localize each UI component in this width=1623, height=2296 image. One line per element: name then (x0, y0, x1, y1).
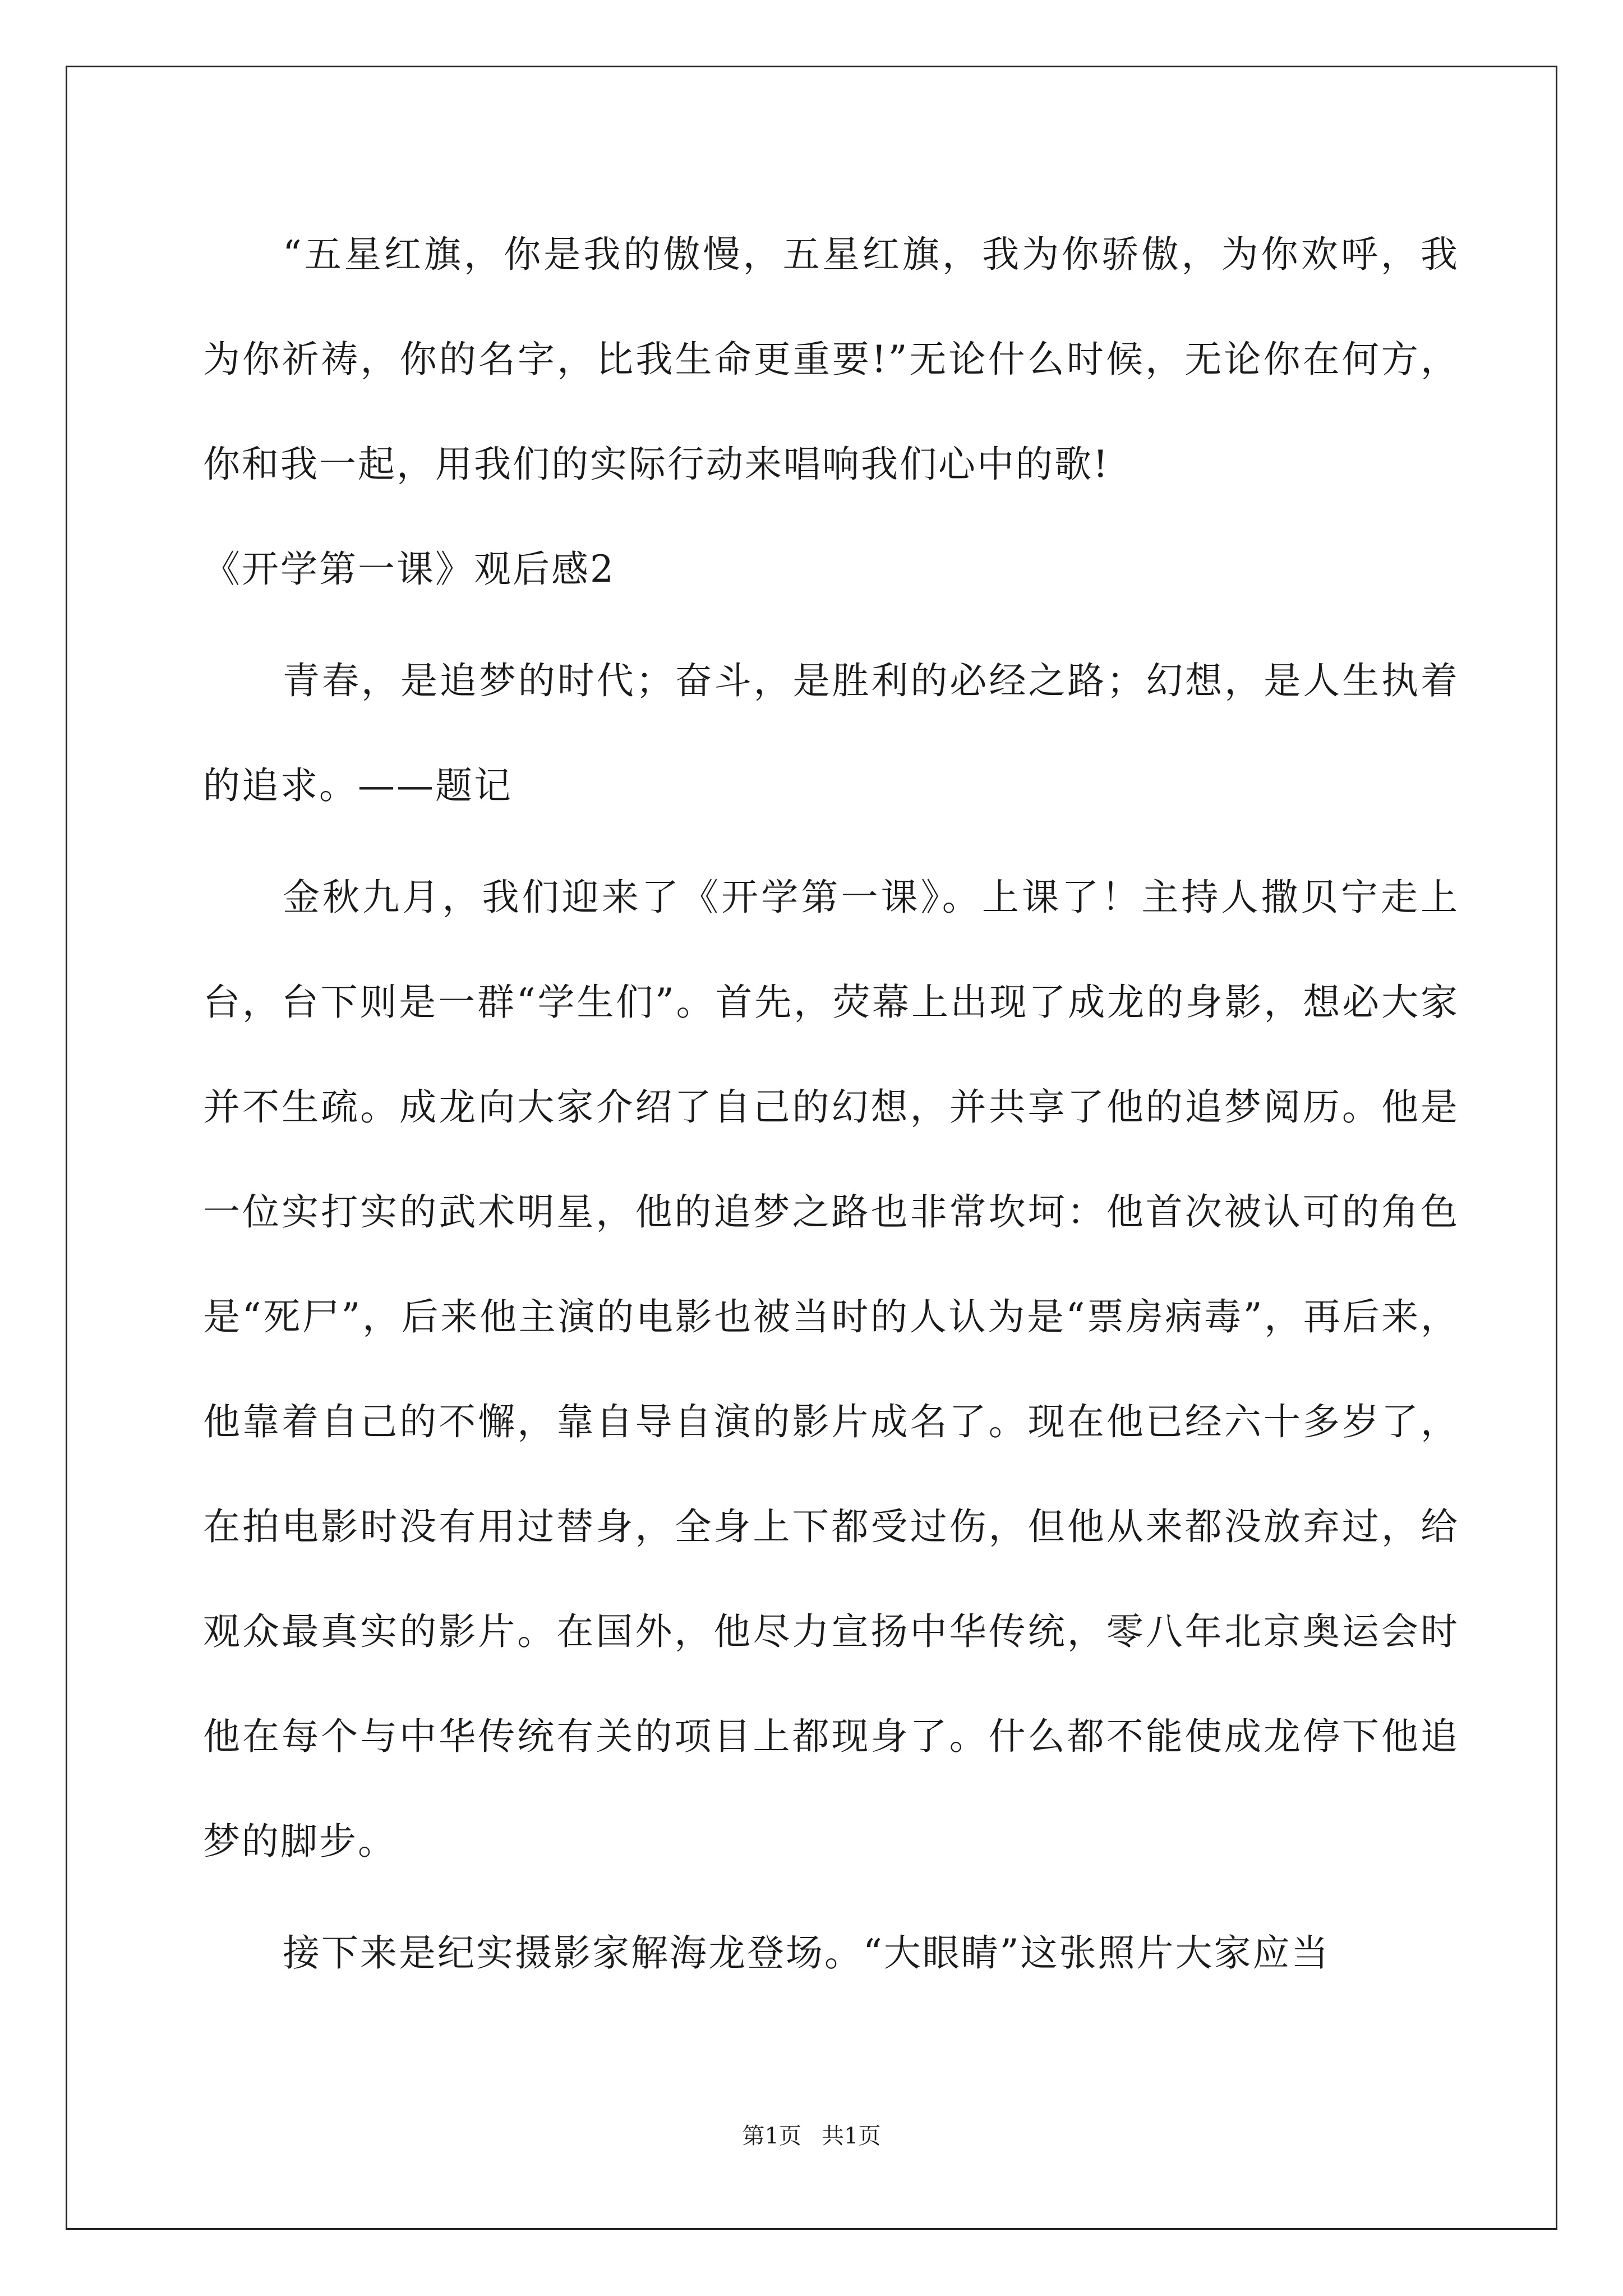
paragraph-jackie-chan: 金秋九月，我们迎来了《开学第一课》。上课了！主持人撒贝宁走上台，台下则是一群“学生们”。首先，荧幕上出现了成龙的身影，想必大家并不生疏。成龙向大家介绍了自己的幻想，并共享了他的追梦阅历。他是一位实打实的武术明星，他的追梦之路也非常坎坷：他首次被认可的角色是“死尸”，后来他主演的电影也被当时的人认为是“票房病毒”，再后来，他靠着自己的不懈，靠自导自演的影片成名了。现在他已经六十多岁了，在拍电影时没有用过替身，全身上下都受过伤，但他从来都没放弃过，给观众最真实的影片。在国外，他尽力宣扬中华传统，零八年北京奥运会时他在每个与中华传统有关的项目上都现身了。什么都不能使成龙停下他追梦的脚步。 (203, 876, 1459, 1863)
page-footer (0, 2118, 1623, 2150)
spacer (203, 1894, 1459, 1901)
page-count: 共1页 (822, 2123, 881, 2149)
spacer (203, 838, 1459, 845)
paragraph-photographer: 接下来是纪实摄影家解海龙登场。“大眼睛”这张照片大家应当 (283, 1931, 1330, 1975)
document-body (203, 202, 1459, 2005)
section-heading: 《开学第一课》观后感2 (203, 547, 615, 591)
spacer (203, 622, 1459, 628)
paragraph-epigraph: 青春，是追梦的时代；奋斗，是胜利的必经之路；幻想，是人生执着的追求。——题记 (203, 659, 1459, 807)
paragraph-flag-poem: “五星红旗，你是我的傲慢，五星红旗，我为你骄傲，为你欢呼，我为你祈祷，你的名字，比我生命更重要!”无论什么时候，无论你在何方，你和我一起，用我们的实际行动来唱响我们心中的歌! (203, 233, 1459, 486)
page-number: 第1页 (742, 2123, 801, 2149)
